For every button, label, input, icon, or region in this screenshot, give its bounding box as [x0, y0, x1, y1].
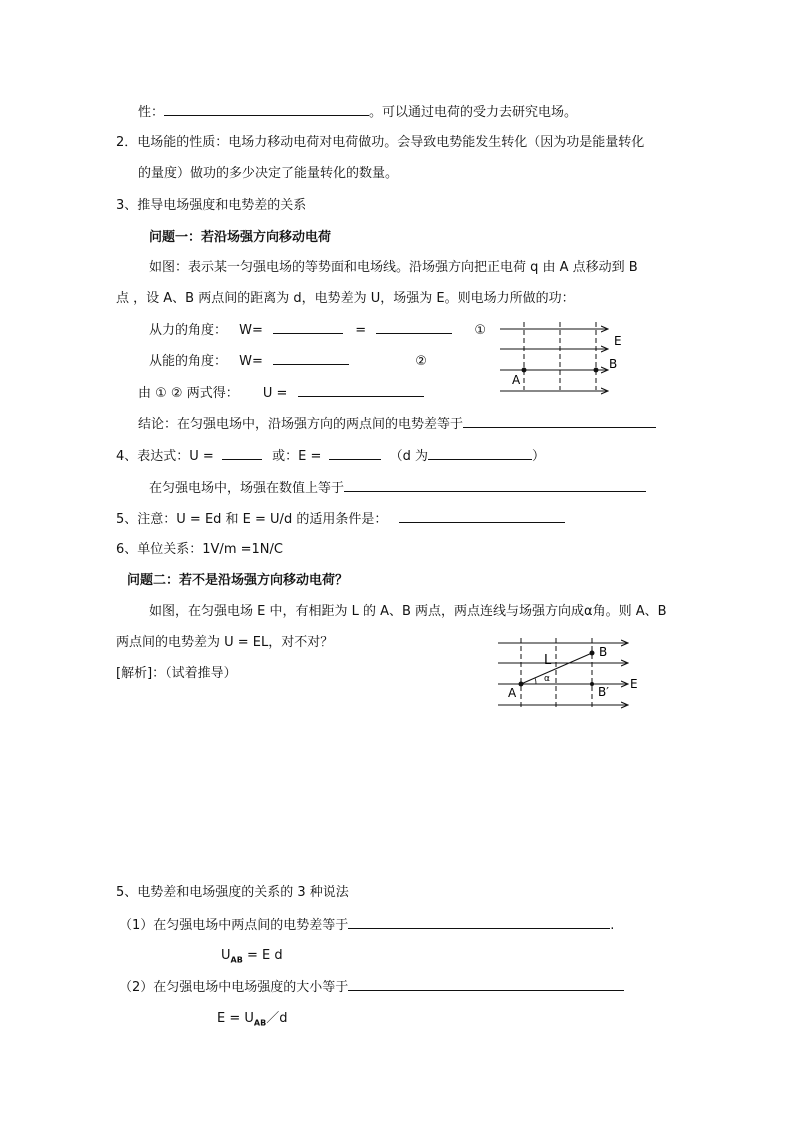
text: E = U [217, 1011, 254, 1026]
blank-field[interactable] [348, 978, 624, 991]
text: 4、表达式：U = [116, 449, 214, 464]
section-5-title: 5、电势差和电场强度的关系的 3 种说法 [116, 885, 349, 900]
text: （d 为 [389, 449, 429, 464]
label-a: A [508, 686, 517, 700]
label-e: E [630, 677, 638, 691]
text: 由 ① ② 两式得： [138, 386, 239, 401]
item-5-condition [116, 510, 565, 529]
line-property [138, 103, 577, 122]
para-5: [解析]：（试着推导） [116, 666, 237, 681]
text: （1）在匀强电场中两点间的电势差等于 [119, 918, 349, 933]
blank-field[interactable] [329, 447, 381, 460]
point-b-dot [590, 651, 595, 656]
subscript: AB [230, 955, 243, 965]
blank-field[interactable] [399, 510, 565, 523]
text: W= [239, 323, 263, 338]
blank-field[interactable] [428, 447, 532, 460]
text: 在匀强电场中，场强在数值上等于 [149, 481, 345, 496]
blank-field[interactable] [298, 384, 424, 397]
item-6-units: 6、单位关系：1V/m =1N/C [116, 542, 283, 557]
text: = [355, 323, 367, 338]
text: U [221, 948, 231, 963]
text: 从力的角度： [149, 323, 228, 338]
text: 结论：在匀强电场中，沿场强方向的两点间的电势差等于 [138, 417, 464, 432]
blank-field[interactable] [273, 321, 343, 334]
point-a-dot [522, 368, 527, 373]
item-4-expression [116, 447, 545, 466]
point-a-dot [519, 682, 524, 687]
para-2: 点 ，设 A、B 两点间的距离为 d，电势差为 U，场强为 E。则电场力所做的功： [116, 291, 575, 306]
text: = E d [242, 948, 283, 963]
para-1: 如图：表示某一匀强电场的等势面和电场线。沿场强方向把正电荷 q 由 A 点移动到 B [149, 260, 638, 275]
text: 性： [138, 105, 165, 120]
blank-field[interactable] [376, 321, 452, 334]
subscript: AB [253, 1018, 267, 1028]
item-3-heading: 3、推导电场强度和电势差的关系 [116, 198, 307, 213]
equation-2 [217, 1010, 287, 1033]
statement-1 [119, 916, 614, 935]
text: 从能的角度： [149, 354, 228, 369]
question-2: 问题二：若不是沿场强方向移动电荷？ [127, 573, 349, 588]
item-4-note [149, 479, 646, 498]
para-4: 两点间的电势差为 U = EL，对不对？ [116, 635, 334, 650]
label-b: B [599, 645, 608, 659]
figure-2-field-diagram [494, 636, 644, 716]
text: ／d [266, 1011, 288, 1026]
label-b: B [609, 357, 618, 371]
para-3: 如图，在匀强电场 E 中，有相距为 L 的 A、B 两点，两点连线与场强方向成α角。则 A、B [149, 604, 667, 619]
point-b-dot [594, 368, 599, 373]
blank-field[interactable] [273, 352, 349, 365]
figure-1-field-diagram [496, 318, 632, 400]
item-2: 2．电场能的性质：电场力移动电荷对电荷做功。会导致电势能发生转化（因为功是能量转化 [116, 135, 645, 150]
label-alpha: α [544, 674, 550, 684]
text: 5、注意：U = Ed 和 E = U/d 的适用条件是： [116, 512, 388, 527]
blank-field[interactable] [348, 916, 610, 929]
angle-arc [535, 678, 536, 684]
formula-energy [149, 352, 427, 371]
blank-field[interactable] [222, 447, 262, 460]
equation-1 [221, 947, 283, 970]
text: . [610, 918, 615, 933]
text: （2）在匀强电场中电场强度的大小等于 [119, 980, 349, 995]
text: W= [239, 354, 263, 369]
conclusion [138, 415, 656, 434]
label-a: A [512, 373, 521, 387]
formula-force [149, 321, 486, 340]
text: U = [262, 386, 288, 401]
text: ） [532, 449, 546, 464]
blank-field[interactable] [344, 479, 646, 492]
label-e: E [614, 334, 622, 348]
label-bprime: B′ [598, 685, 609, 699]
blank-field[interactable] [463, 415, 656, 428]
item-2-cont: 的量度）做功的多少决定了能量转化的数量。 [138, 166, 399, 181]
text: ① [474, 323, 487, 338]
text: ② [415, 354, 427, 369]
label-l: L [544, 653, 552, 668]
statement-2 [119, 978, 624, 997]
blank-field[interactable] [164, 103, 369, 116]
text: 或：E = [272, 449, 322, 464]
point-bprime-dot [590, 682, 594, 686]
formula-derive [138, 384, 424, 403]
question-1: 问题一：若沿场强方向移动电荷 [149, 230, 332, 245]
text: 。可以通过电荷的受力去研究电场。 [369, 105, 578, 120]
